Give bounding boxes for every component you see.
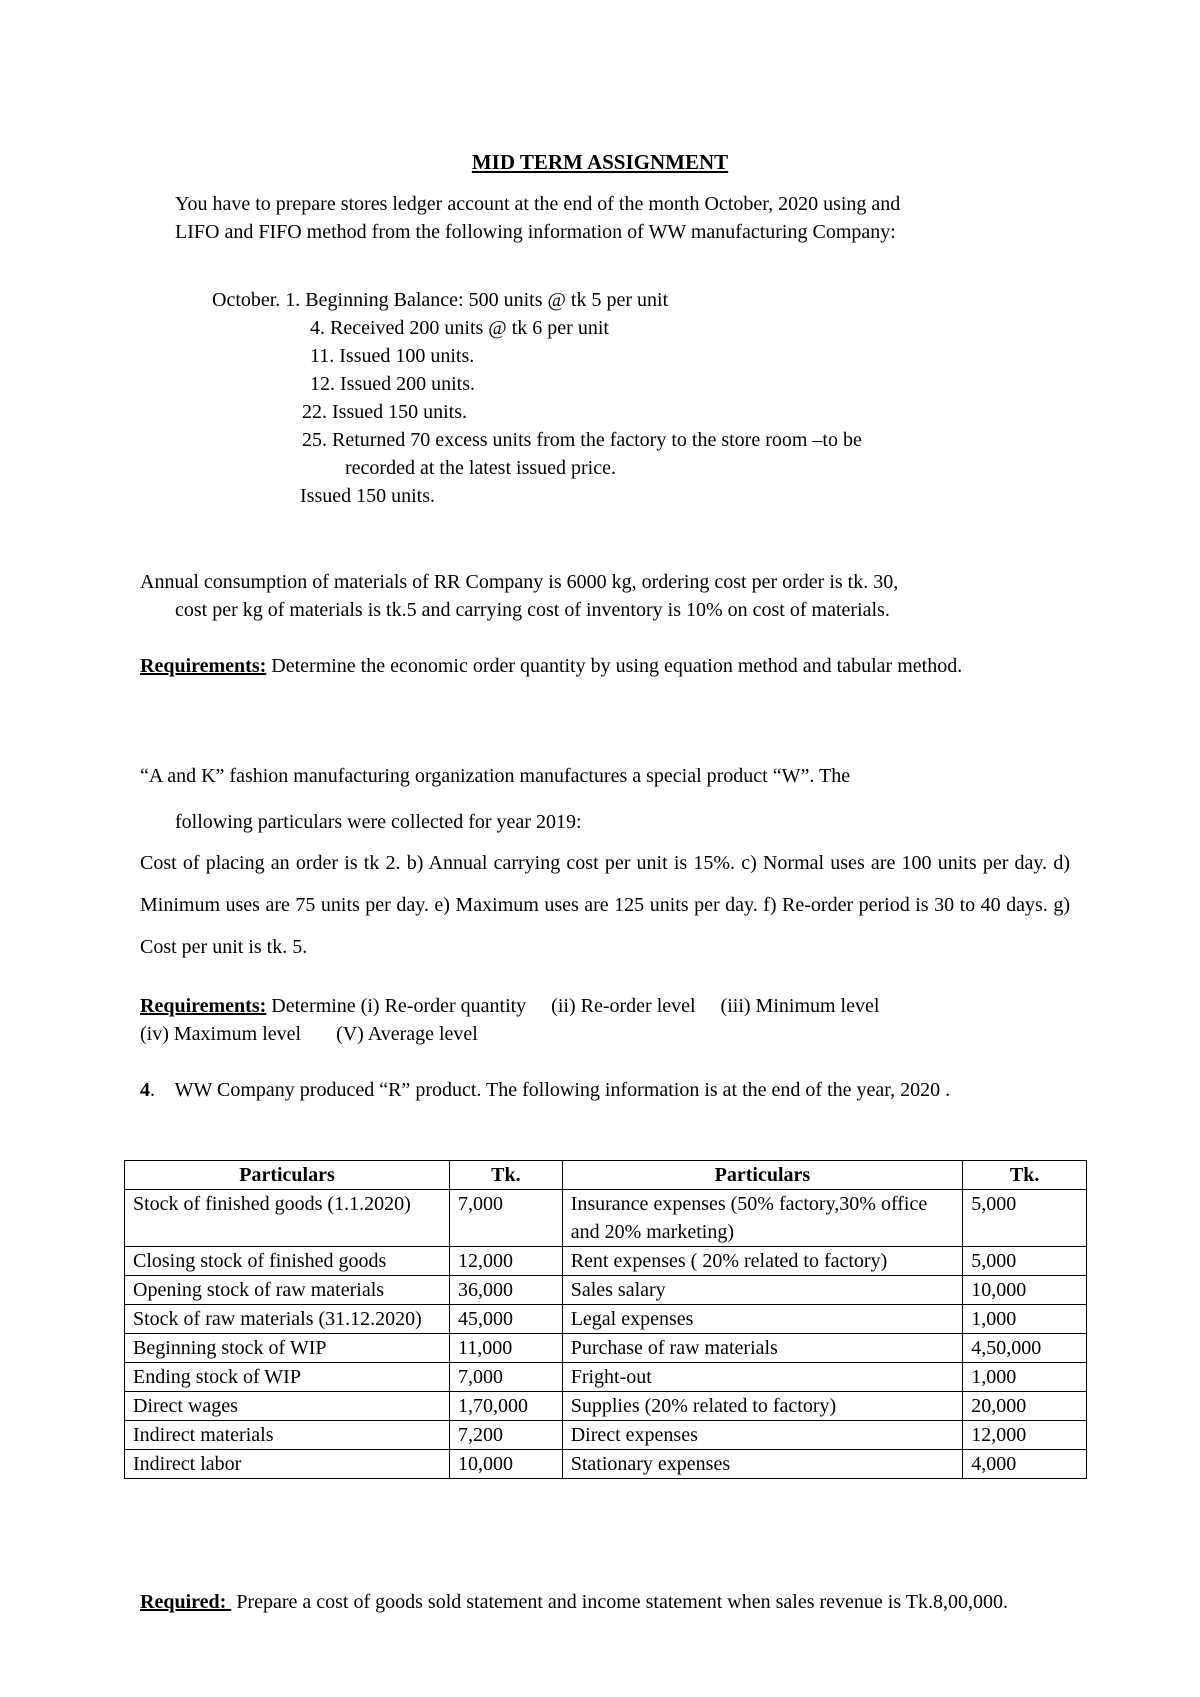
table-row [125,1276,1087,1305]
table-cell: 10,000 [450,1450,563,1479]
column-header: Particulars [562,1161,962,1190]
table-cell: 1,000 [963,1363,1087,1392]
table-cell: Direct expenses [562,1421,962,1450]
table-row [125,1392,1087,1421]
table-cell: 45,000 [450,1305,563,1334]
table-cell: 4,50,000 [963,1334,1087,1363]
table-cell: 1,000 [963,1305,1087,1334]
table-cell: 12,000 [450,1247,563,1276]
table-row [125,1305,1087,1334]
q1-entry: 12. Issued 200 units. [310,373,475,395]
q1-entry: Issued 150 units. [300,485,435,507]
q3-line2: following particulars were collected for year 2019: [175,811,582,833]
table-cell: 5,000 [963,1247,1087,1276]
required-text: Prepare a cost of goods sold statement and income statement when sales revenue is Tk.8,00,000. [231,1591,1008,1613]
requirements-label: Requirements: [140,995,267,1017]
q4-required [140,1588,1070,1616]
q3-line1-text: “A and K” fashion manufacturing organization manufactures a special product “W”. The [140,765,851,787]
table-cell: Indirect labor [125,1450,450,1479]
page-title: MID TERM ASSIGNMENT [471,150,729,174]
table-cell: 7,000 [450,1363,563,1392]
data-table [124,1160,1087,1479]
table-cell: 10,000 [963,1276,1087,1305]
q3-body: Cost of placing an order is tk 2. b) Annual carrying cost per unit is 15%. c) Normal uses are 100 units per day. d) Minimum uses are 75 units per day. e) Maximum uses are 125 units per day. f) Re-order period is 30 to 40 days. g) Cost per unit is tk. 5. [140,852,1070,958]
table-cell: Fright-out [562,1363,962,1392]
table-cell: 1,70,000 [450,1392,563,1421]
table-cell: 5,000 [963,1190,1087,1247]
q3-line1 [140,762,1070,790]
q2-line1: Annual consumption of materials of RR Company is 6000 kg, ordering cost per order is tk. 30, [140,571,899,593]
q3-requirements-line2: (iv) Maximum level (V) Average level [140,1023,478,1045]
q1-entry: recorded at the latest issued price. [345,457,616,479]
q1-entry: 11. Issued 100 units. [310,345,475,367]
q4-intro-text: . WW Company produced “R” product. The following information is at the end of the year, 2020 . [150,1079,951,1101]
q2-line2: cost per kg of materials is tk.5 and carrying cost of inventory is 10% on cost of materials. [175,599,890,621]
table-cell: Supplies (20% related to factory) [562,1392,962,1421]
table-cell: Ending stock of WIP [125,1363,450,1392]
column-header: Tk. [450,1161,563,1190]
table-cell: Insurance expenses (50% factory,30% office and 20% marketing) [562,1190,962,1247]
table-cell: 7,000 [450,1190,563,1247]
column-header: Tk. [963,1161,1087,1190]
q1-entry: October. 1. Beginning Balance: 500 units @ tk 5 per unit [212,289,669,311]
table-row [125,1247,1087,1276]
q1-intro-line2: LIFO and FIFO method from the following information of WW manufacturing Company: [175,221,896,243]
table-cell: 4,000 [963,1450,1087,1479]
table-cell: Beginning stock of WIP [125,1334,450,1363]
table-row [125,1334,1087,1363]
table-cell: Legal expenses [562,1305,962,1334]
table-row [125,1190,1087,1247]
table-header-row [125,1161,1087,1190]
q1-entry: 25. Returned 70 excess units from the factory to the store room –to be [302,429,862,451]
requirements-text: Determine (i) Re-order quantity (ii) Re-order level (iii) Minimum level [266,995,880,1017]
table-row [125,1421,1087,1450]
table-row [125,1363,1087,1392]
q1-entry: 22. Issued 150 units. [302,401,467,423]
table-cell: Stationary expenses [562,1450,962,1479]
table-cell: Indirect materials [125,1421,450,1450]
table-cell: 7,200 [450,1421,563,1450]
table-cell: Opening stock of raw materials [125,1276,450,1305]
table-cell: Rent expenses ( 20% related to factory) [562,1247,962,1276]
q2-requirements [140,652,1070,680]
requirements-label: Requirements: [140,655,267,677]
table-cell: Stock of raw materials (31.12.2020) [125,1305,450,1334]
table-cell: Stock of finished goods (1.1.2020) [125,1190,450,1247]
table-cell: 12,000 [963,1421,1087,1450]
q4-intro [140,1076,1070,1104]
requirements-text: Determine the economic order quantity by using equation method and tabular method. [266,655,963,677]
table-cell: Purchase of raw materials [562,1334,962,1363]
table-cell: 36,000 [450,1276,563,1305]
table-cell: Sales salary [562,1276,962,1305]
required-label: Required: [140,1591,232,1613]
table-cell: Direct wages [125,1392,450,1421]
table-cell: 11,000 [450,1334,563,1363]
table-cell: 20,000 [963,1392,1087,1421]
question-number: 4 [140,1079,150,1101]
table-row [125,1450,1087,1479]
q1-intro-line1: You have to prepare stores ledger account at the end of the month October, 2020 using and [175,193,901,215]
column-header: Particulars [125,1161,450,1190]
q3-requirements [140,992,879,1020]
table-cell: Closing stock of finished goods [125,1247,450,1276]
q1-entry: 4. Received 200 units @ tk 6 per unit [310,317,609,339]
